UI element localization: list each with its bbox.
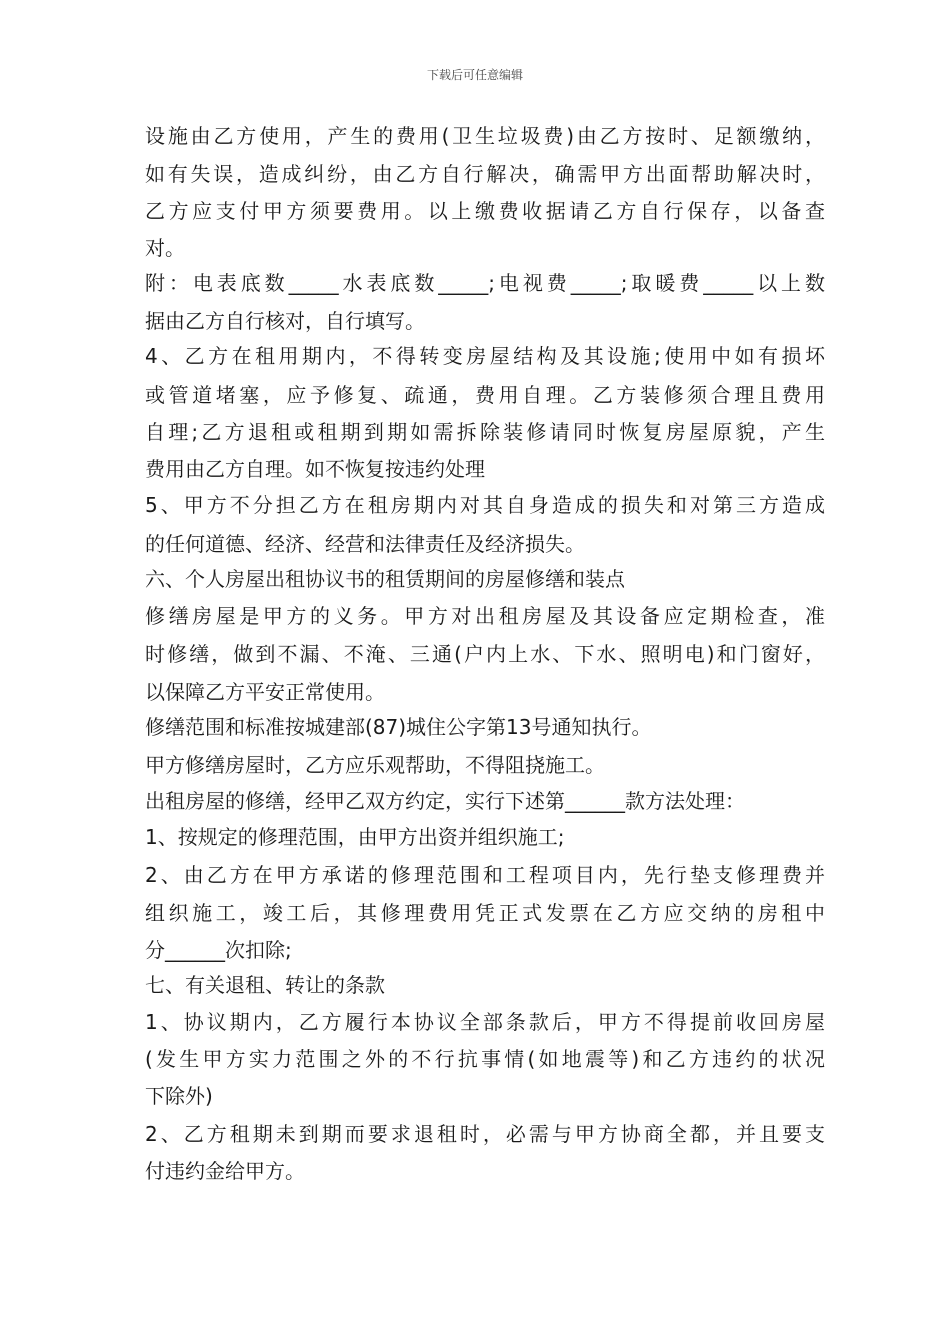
paragraph-line: 设施由乙方使用，产生的费用(卫生垃圾费)由乙方按时、足额缴纳， <box>145 124 825 148</box>
paragraph-line: 出租房屋的修缮，经甲乙双方约定，实行下述第______款方法处理： <box>145 789 745 813</box>
paragraph-line: 1、按规定的修理范围，由甲方出资并组织施工; <box>145 825 565 849</box>
paragraph-line: 4、乙方在租用期内，不得转变房屋结构及其设施;使用中如有损坏 <box>145 344 825 368</box>
paragraph-line: 乙方应支付甲方须要费用。以上缴费收据请乙方自行保存，以备查 <box>145 199 825 223</box>
paragraph-line: 修缮房屋是甲方的义务。甲方对出租房屋及其设备应定期检查，准 <box>145 604 825 628</box>
paragraph-line: 付违约金给甲方。 <box>145 1159 305 1183</box>
paragraph-line: (发生甲方实力范围之外的不行抗事情(如地震等)和乙方违约的状况 <box>145 1047 825 1071</box>
paragraph-line: 七、有关退租、转让的条款 <box>145 973 385 997</box>
paragraph-line: 的任何道德、经济、经营和法律责任及经济损失。 <box>145 532 585 556</box>
paragraph-line: 甲方修缮房屋时，乙方应乐观帮助，不得阻挠施工。 <box>145 753 605 777</box>
paragraph-line: 如有失误，造成纠纷，由乙方自行解决，确需甲方出面帮助解决时， <box>145 162 825 186</box>
paragraph-line: 修缮范围和标准按城建部(87)城住公字第13号通知执行。 <box>145 715 652 739</box>
paragraph-line: 2、乙方租期未到期而要求退租时，必需与甲方协商全都，并且要支 <box>145 1122 825 1146</box>
paragraph-line: 自理;乙方退租或租期到期如需拆除装修请同时恢复房屋原貌，产生 <box>145 420 825 444</box>
paragraph-line: 分______次扣除; <box>145 938 292 962</box>
paragraph-line: 5、甲方不分担乙方在租房期内对其自身造成的损失和对第三方造成 <box>145 493 825 517</box>
paragraph-line: 据由乙方自行核对，自行填写。 <box>145 309 425 333</box>
paragraph-line: 下除外) <box>145 1084 213 1108</box>
paragraph-line: 组织施工，竣工后，其修理费用凭正式发票在乙方应交纳的房租中 <box>145 901 825 925</box>
paragraph-line: 费用由乙方自理。如不恢复按违约处理 <box>145 457 485 481</box>
paragraph-line: 六、个人房屋出租协议书的租赁期间的房屋修缮和装点 <box>145 567 625 591</box>
paragraph-line: 附：电表底数_____水表底数_____;电视费_____;取暖费_____以上数 <box>145 271 825 295</box>
paragraph-line: 1、协议期内，乙方履行本协议全部条款后，甲方不得提前收回房屋 <box>145 1010 825 1034</box>
page-header: 下载后可任意编辑 <box>426 68 523 82</box>
paragraph-line: 以保障乙方平安正常使用。 <box>145 680 385 704</box>
paragraph-line: 或管道堵塞，应予修复、疏通，费用自理。乙方装修须合理且费用 <box>145 383 825 407</box>
paragraph-line: 时修缮，做到不漏、不淹、三通(户内上水、下水、照明电)和门窗好， <box>145 642 825 666</box>
paragraph-line: 2、由乙方在甲方承诺的修理范围和工程项目内，先行垫支修理费并 <box>145 863 825 887</box>
paragraph-line: 对。 <box>145 236 185 260</box>
